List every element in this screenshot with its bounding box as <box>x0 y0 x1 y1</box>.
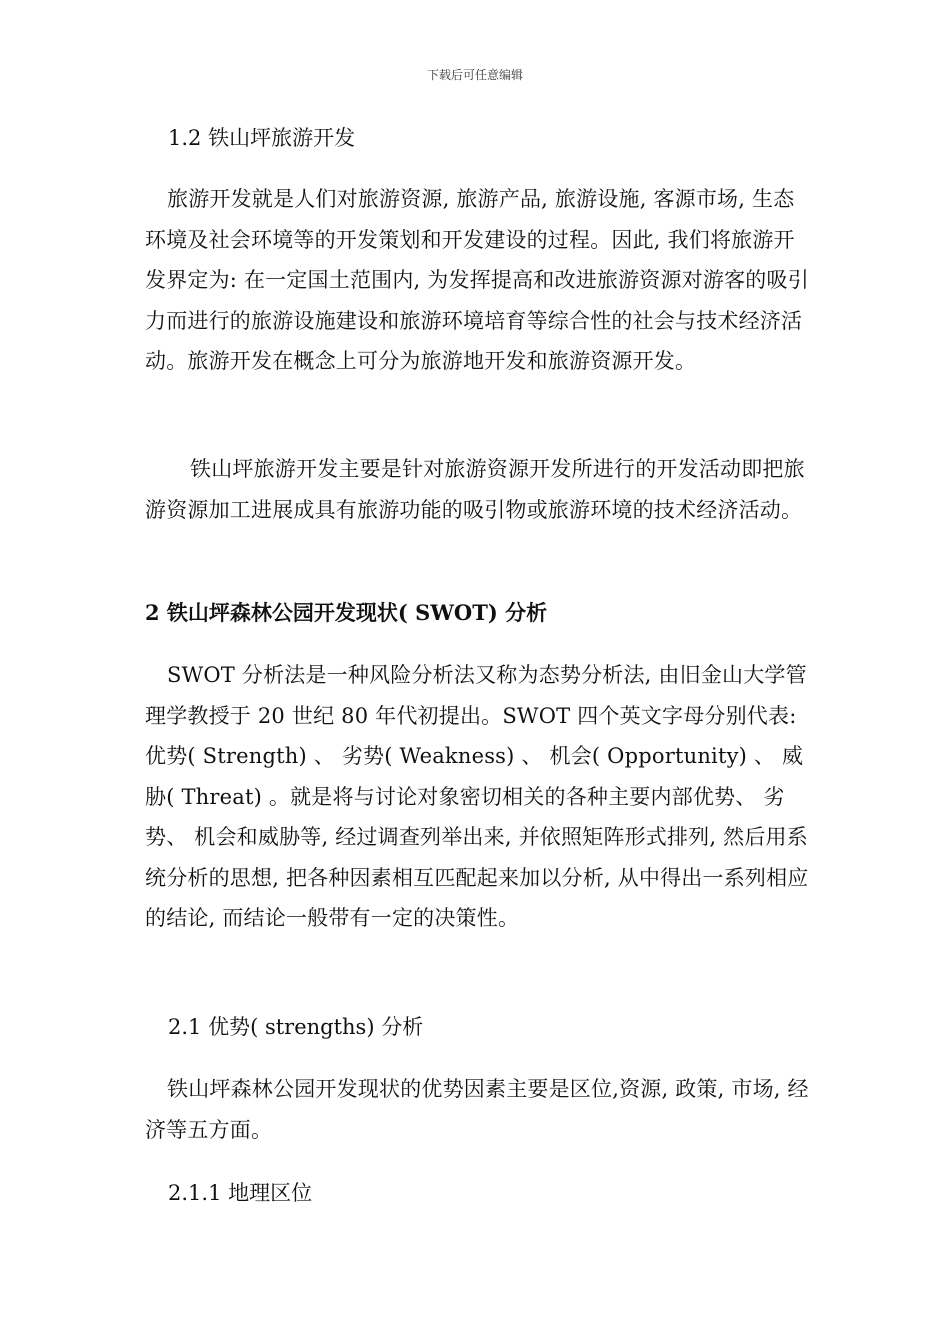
paragraph-tieshanping-development: 铁山坪旅游开发主要是针对旅游资源开发所进行的开发活动即把旅游资源加工进展成具有旅游功能的吸引物或旅游环境的技术经济活动。 <box>145 457 805 522</box>
section-heading-2-1: 2.1 优势( strengths) 分析 <box>168 1015 424 1039</box>
section-heading-2-1-1: 2.1.1 地理区位 <box>168 1181 313 1205</box>
paragraph-swot-intro: SWOT 分析法是一种风险分析法又称为态势分析法, 由旧金山大学管理学教授于 20 世纪 80 年代初提出。SWOT 四个英文字母分别代表: 优势( Strength) 、 劣势( Weakness) 、 机会( Opportunity) 、 威胁( Threat) 。就是将与讨论对象密切相关的各种主要内部优势、 劣势、 机会和威胁等, 经过调查列举出来, 并依照矩阵形式排列, 然后用系统分析的思想, 把各种因素相互匹配起来加以分析, 从中得出一系列相应的结论, 而结论一般带有一定的决策性。 <box>145 663 809 930</box>
header-note: 下载后可任意编辑 <box>426 68 523 82</box>
paragraph-tourism-development: 旅游开发就是人们对旅游资源, 旅游产品, 旅游设施, 客源市场, 生态环境及社会环境等的开发策划和开发建设的过程。因此, 我们将旅游开发界定为: 在一定国土范围内, 为发挥提高和改进旅游资源对游客的吸引力而进行的旅游设施建设和旅游环境培育等综合性的社会与技术经济活动。旅游开发在概念上可分为旅游地开发和旅游资源开发。 <box>145 187 809 373</box>
paragraph-strengths: 铁山坪森林公园开发现状的优势因素主要是区位,资源, 政策, 市场, 经济等五方面。 <box>145 1077 809 1142</box>
section-heading-1-2: 1.2 铁山坪旅游开发 <box>168 126 356 150</box>
section-heading-2: 2 铁山坪森林公园开发现状( SWOT) 分析 <box>145 600 548 625</box>
